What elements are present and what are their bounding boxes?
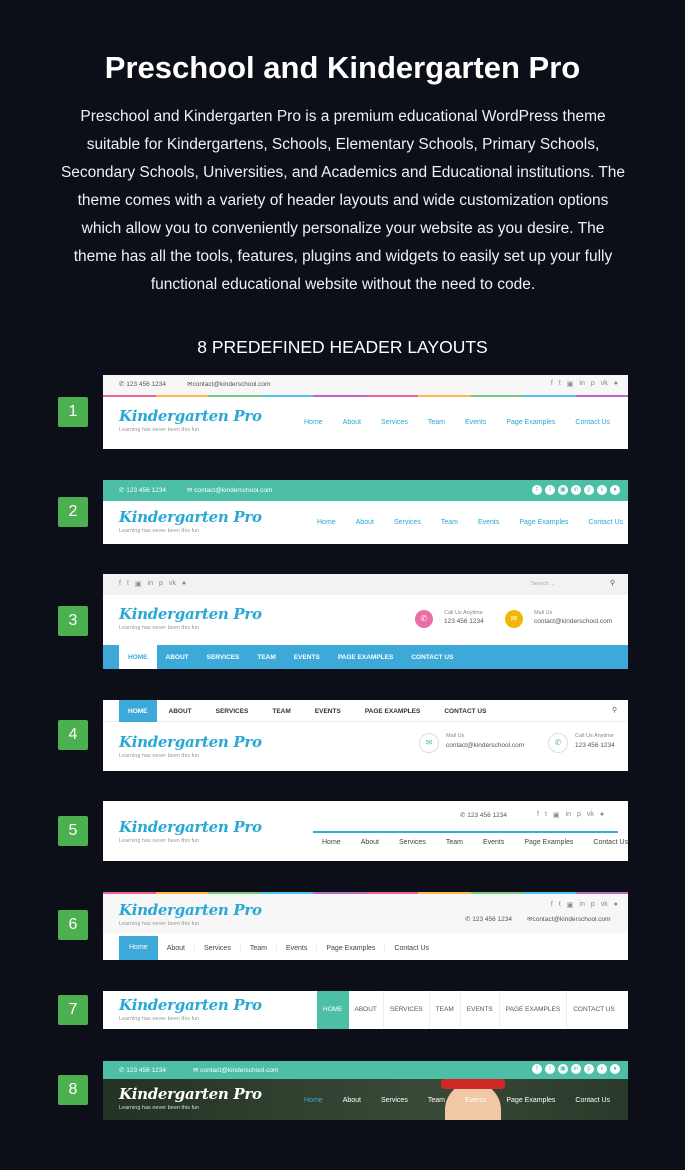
nav-events[interactable]: EVENTS — [314, 707, 341, 715]
pinterest-icon[interactable]: p — [590, 901, 595, 908]
tagline: Learning has never been this fun — [119, 1016, 200, 1022]
facebook-icon[interactable]: f — [532, 485, 542, 495]
snapchat-icon[interactable]: ● — [610, 1064, 620, 1074]
nav-team[interactable]: TEAM — [272, 707, 291, 715]
header-layout-1 — [103, 375, 628, 449]
tagline: Learning has never been this fun — [119, 1105, 200, 1111]
social-icons — [113, 580, 186, 588]
tagline: Learning has never been this fun — [119, 753, 200, 759]
phone-icon: ✆ — [415, 610, 433, 628]
header-layout-6 — [103, 892, 628, 960]
layout-badge-7: 7 — [58, 995, 88, 1025]
tagline: Learning has never been this fun — [119, 528, 200, 534]
nav-line — [313, 831, 618, 833]
social-icons — [531, 811, 604, 819]
facebook-icon[interactable]: f — [532, 1064, 542, 1074]
layout-badge-3: 3 — [58, 606, 88, 636]
logo[interactable]: Kindergarten Pro — [119, 996, 262, 1014]
nav-about[interactable]: About — [342, 419, 361, 426]
pinterest-icon[interactable]: p — [590, 380, 595, 387]
main-nav — [119, 936, 438, 960]
instagram-icon[interactable]: ▣ — [566, 902, 574, 909]
pinterest-icon[interactable]: p — [584, 1064, 594, 1074]
phone-icon: ✆ — [548, 733, 568, 753]
nav-contact-us[interactable]: Contact Us — [394, 944, 430, 952]
twitter-icon[interactable]: t — [544, 811, 547, 818]
nav-events[interactable]: Events — [464, 1097, 487, 1104]
nav-page-examples[interactable]: Page Examples — [506, 1097, 556, 1104]
main-nav — [119, 700, 498, 722]
snapchat-icon[interactable]: ● — [610, 485, 620, 495]
nav-contact-us[interactable]: Contact Us — [575, 1097, 611, 1104]
nav-about[interactable]: ABOUT — [349, 991, 384, 1029]
nav-events[interactable]: Events — [464, 419, 487, 426]
snapchat-icon[interactable]: ● — [613, 380, 618, 387]
vk-icon[interactable]: vk — [600, 380, 608, 387]
nav-services[interactable]: Services — [380, 1097, 408, 1104]
vk-icon[interactable]: vk — [600, 901, 608, 908]
main-nav — [317, 519, 623, 526]
nav-home[interactable]: HOME — [317, 991, 349, 1029]
main-nav — [317, 991, 621, 1029]
nav-about[interactable]: ABOUT — [165, 653, 189, 661]
nav-page-examples[interactable]: Page Examples — [317, 945, 385, 952]
description-line: which allow you to conveniently personalize your website as you desire. The — [81, 220, 605, 237]
layout-badge-1: 1 — [58, 397, 88, 427]
logo[interactable]: Kindergarten Pro — [119, 407, 262, 425]
search-icon[interactable]: ⚲ — [612, 707, 618, 714]
nav-services[interactable]: SERVICES — [215, 707, 249, 715]
nav-page-examples[interactable]: PAGE EXAMPLES — [500, 991, 567, 1029]
nav-home[interactable]: Home — [304, 1097, 323, 1104]
rainbow-stripe — [103, 395, 628, 397]
snapchat-icon[interactable]: ● — [599, 811, 605, 818]
nav-about[interactable]: About — [355, 519, 374, 526]
nav-home[interactable]: HOME — [119, 645, 157, 669]
nav-page-examples[interactable]: Page Examples — [524, 839, 574, 846]
nav-contact-us[interactable]: Contact Us — [593, 839, 628, 846]
logo[interactable]: Kindergarten Pro — [119, 1085, 262, 1103]
linkedin-icon[interactable]: in — [579, 901, 585, 908]
nav-services[interactable]: Services — [398, 839, 426, 846]
nav-events[interactable]: EVENTS — [293, 653, 320, 661]
main-nav — [304, 1097, 610, 1104]
email-text: ✉ contact@kinderschool.com — [187, 487, 273, 494]
description-line: theme comes with a variety of header layouts and wide customization options — [77, 192, 609, 209]
tagline: Learning has never been this fun — [119, 625, 200, 631]
logo[interactable]: Kindergarten Pro — [119, 901, 262, 919]
layout-badge-6: 6 — [58, 910, 88, 940]
pinterest-icon[interactable]: p — [584, 485, 594, 495]
instagram-icon[interactable]: ▣ — [552, 812, 560, 819]
description-line: Preschool and Kindergarten Pro is a premium educational WordPress theme — [80, 108, 606, 125]
email-text: ✉contact@kinderschool.com — [527, 916, 611, 923]
nav-home[interactable]: Home — [317, 519, 336, 526]
facebook-icon[interactable]: f — [550, 901, 553, 908]
linkedin-icon[interactable]: in — [579, 380, 585, 387]
nav-services[interactable]: Services — [393, 519, 421, 526]
mail-label: Mail Us — [534, 610, 553, 616]
facebook-icon[interactable]: f — [550, 380, 553, 387]
nav-services[interactable]: Services — [380, 419, 408, 426]
main-nav — [322, 839, 628, 846]
header-layout-8 — [103, 1061, 628, 1120]
section-subtitle: 8 PREDEFINED HEADER LAYOUTS — [197, 337, 488, 357]
vk-icon[interactable]: v — [597, 485, 607, 495]
nav-services[interactable]: Services — [195, 945, 241, 952]
nav-contact-us[interactable]: CONTACT US — [411, 653, 454, 661]
description-line: suitable for Kindergartens, Schools, Elementary Schools, Primary Schools, — [86, 136, 600, 153]
mail-label: Mail Us — [446, 733, 465, 739]
main-nav — [304, 419, 610, 426]
header-layout-3 — [103, 574, 628, 669]
nav-events[interactable]: Events — [277, 945, 317, 952]
social-icons — [529, 485, 620, 495]
instagram-icon[interactable]: ▣ — [558, 1064, 568, 1074]
nav-events[interactable]: Events — [477, 519, 500, 526]
twitter-icon[interactable]: t — [558, 901, 561, 908]
call-label: Call Us Anytime — [444, 610, 483, 616]
phone-text: ✆ 123 456 1234 — [119, 381, 167, 388]
email-text: ✉contact@kinderschool.com — [187, 381, 271, 388]
nav-services[interactable]: SERVICES — [384, 991, 430, 1029]
linkedin-icon[interactable]: in — [571, 1064, 581, 1074]
twitter-icon[interactable]: t — [545, 485, 555, 495]
phone-text: ✆ 123 456 1234 — [465, 916, 513, 923]
layout-badge-5: 5 — [58, 816, 88, 846]
linkedin-icon[interactable]: in — [571, 485, 581, 495]
vk-icon[interactable]: vk — [168, 580, 176, 587]
nav-services[interactable]: SERVICES — [206, 653, 240, 661]
vk-icon[interactable]: vk — [586, 811, 594, 818]
twitter-icon[interactable]: t — [545, 1064, 555, 1074]
pinterest-icon[interactable]: p — [158, 580, 163, 587]
nav-team[interactable]: Team — [241, 945, 277, 952]
tagline: Learning has never been this fun — [119, 921, 200, 927]
instagram-icon[interactable]: ▣ — [558, 485, 568, 495]
logo[interactable]: Kindergarten Pro — [119, 733, 262, 751]
snapchat-icon[interactable]: ● — [613, 901, 618, 908]
nav-events[interactable]: Events — [482, 839, 505, 846]
twitter-icon[interactable]: t — [126, 580, 129, 587]
nav-team[interactable]: Team — [440, 519, 458, 526]
nav-about[interactable]: About — [342, 1097, 361, 1104]
linkedin-icon[interactable]: in — [147, 580, 153, 587]
header-layout-7 — [103, 991, 628, 1029]
nav-about[interactable]: About — [158, 945, 195, 952]
nav-home[interactable]: Home — [322, 839, 341, 846]
social-icons — [545, 380, 618, 388]
nav-contact-us[interactable]: Contact Us — [575, 419, 611, 426]
description — [48, 103, 638, 299]
nav-team[interactable]: TEAM — [257, 653, 276, 661]
phone-text: 123 456 1234 — [575, 742, 615, 749]
phone-text: ✆ 123 456 1234 — [119, 487, 167, 494]
nav-page-examples[interactable]: Page Examples — [506, 419, 556, 426]
pinterest-icon[interactable]: p — [576, 811, 581, 818]
search-icon[interactable]: ⚲ — [610, 580, 616, 587]
header-layout-4 — [103, 700, 628, 771]
email-text: contact@kinderschool.com — [534, 618, 613, 625]
vk-icon[interactable]: v — [597, 1064, 607, 1074]
tagline: Learning has never been this fun — [119, 427, 200, 433]
nav-contact-us[interactable]: CONTACT US — [444, 707, 487, 715]
snapchat-icon[interactable]: ● — [181, 580, 187, 587]
social-icons — [545, 901, 618, 909]
mail-icon: ✉ — [419, 733, 439, 753]
logo[interactable]: Kindergarten Pro — [119, 818, 262, 836]
logo[interactable]: Kindergarten Pro — [119, 508, 262, 526]
instagram-icon[interactable]: ▣ — [134, 581, 142, 588]
description-line: Secondary Schools, Universities, and Academics and Educational institutions. The — [60, 164, 626, 181]
nav-page-examples[interactable]: Page Examples — [519, 519, 569, 526]
nav-home[interactable]: Home — [119, 936, 158, 960]
facebook-icon[interactable]: f — [537, 811, 539, 818]
header-layout-5 — [103, 801, 628, 861]
facebook-icon[interactable]: f — [119, 580, 121, 587]
email-text: contact@kinderschool.com — [446, 742, 525, 749]
nav-team[interactable]: Team — [427, 1097, 445, 1104]
nav-team[interactable]: Team — [445, 839, 463, 846]
twitter-icon[interactable]: t — [558, 380, 561, 387]
nav-team[interactable]: TEAM — [430, 991, 461, 1029]
description-line: functional educational website without the need to code. — [150, 276, 536, 293]
phone-text: ✆ 123 456 1234 — [119, 1067, 167, 1074]
mail-icon: ✉ — [505, 610, 523, 628]
layout-badge-8: 8 — [58, 1075, 88, 1105]
logo[interactable]: Kindergarten Pro — [119, 605, 262, 623]
main-nav — [103, 645, 628, 669]
phone-text: 123 456 1234 — [444, 618, 484, 625]
nav-home[interactable]: Home — [304, 419, 323, 426]
nav-events[interactable]: EVENTS — [461, 991, 500, 1029]
linkedin-icon[interactable]: in — [565, 811, 571, 818]
nav-contact-us[interactable]: Contact Us — [588, 519, 624, 526]
search-input[interactable]: Search ... — [531, 581, 555, 587]
page-title: Preschool and Kindergarten Pro — [104, 50, 581, 85]
nav-page-examples[interactable]: PAGE EXAMPLES — [364, 707, 421, 715]
nav-home[interactable]: HOME — [119, 700, 157, 722]
nav-about[interactable]: ABOUT — [168, 707, 192, 715]
email-text: ✉ contact@kinderschool.com — [193, 1067, 279, 1074]
nav-contact-us[interactable]: CONTACT US — [573, 1006, 615, 1013]
social-icons — [529, 1064, 620, 1074]
header-layout-2 — [103, 480, 628, 544]
call-label: Call Us Anytime — [575, 733, 614, 739]
phone-text: ✆ 123 456 1234 — [460, 812, 508, 819]
instagram-icon[interactable]: ▣ — [566, 381, 574, 388]
layout-badge-2: 2 — [58, 497, 88, 527]
layout-badge-4: 4 — [58, 720, 88, 750]
graduation-cap-image — [441, 1079, 505, 1089]
nav-about[interactable]: About — [360, 839, 379, 846]
nav-team[interactable]: Team — [427, 419, 445, 426]
description-line: theme has all the tools, features, plugins and widgets to easily set up your fully — [73, 248, 613, 265]
tagline: Learning has never been this fun — [119, 838, 200, 844]
nav-page-examples[interactable]: PAGE EXAMPLES — [337, 653, 394, 661]
